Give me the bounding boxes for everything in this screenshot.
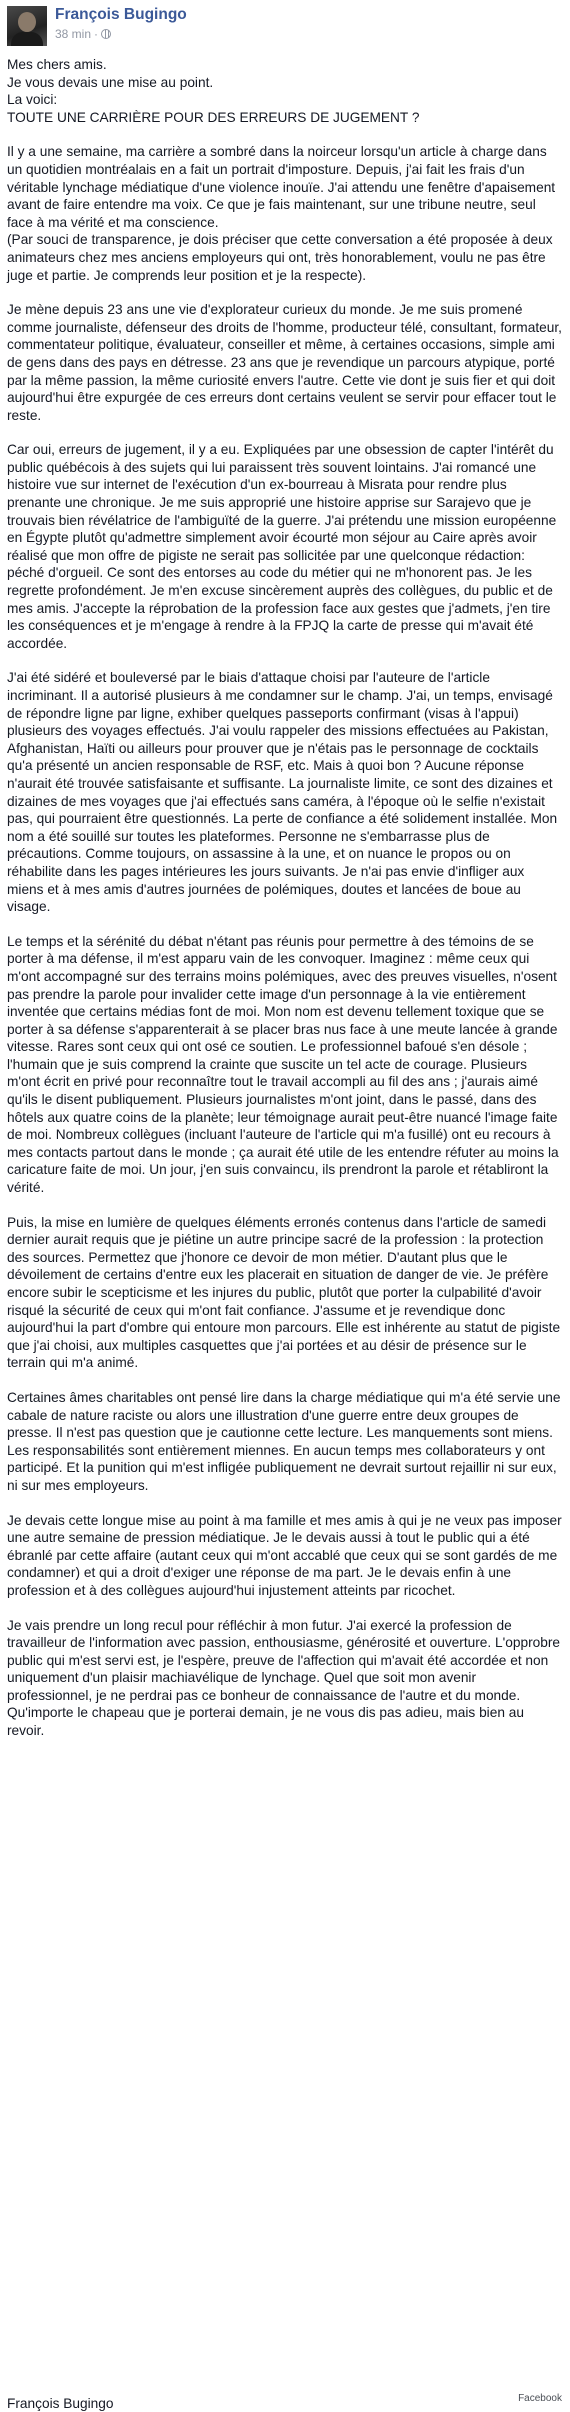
post-body	[7, 56, 563, 1757]
globe-icon[interactable]	[101, 29, 111, 39]
author-name[interactable]: François Bugingo	[55, 6, 187, 23]
post-paragraph: Puis, la mise en lumière de quelques éléments erronés contenus dans l'article de samedi dernier aurait requis que je piétine un autre principe sacré de la profession : la protection des sources. Permettez que j'honore ce devoir de mon métier. D'autant plus que le dévoilement de certains d'entre eux les placerait en situation de danger de vie. Je préfère encore subir le scepticisme et les injures du public, plutôt que porter la culpabilité d'avoir risqué la sécurité de ceux qui m'ont fait confiance. J'assume et je revendique donc aujourd'hui la part d'ombre qui entoure mon parcours. Elle est inhérente au statut de pigiste que j'ai choisi, aux multiples casquettes que j'ai portées et au désir de présence sur le terrain qui m'a animé.	[7, 1214, 561, 1371]
post-paragraph: (Par souci de transparence, je dois préciser que cette conversation a été proposée à deux animateurs chez mes anciens employeurs qui ont, très honorablement, voulu ne pas être juge et partie. Je comprends leur position et je la respecte).	[7, 232, 553, 283]
post-timestamp[interactable]: 38 min	[55, 27, 92, 41]
post-paragraph: Il y a une semaine, ma carrière a sombré dans la noirceur lorsqu'un article à charge dans un quotidien montréalais en a fait un portrait d'imposture. Depuis, j'ai fait les frais d'un véritable lynchage médiatique d'une violence inouïe. J'ai attendu une fenêtre d'apaisement avant de faire entendre ma voix. Ce que je fais maintenant, sur une tribune neutre, seul face à ma vérité et ma conscience.	[7, 144, 556, 230]
avatar[interactable]	[7, 6, 47, 46]
post-paragraph: Le temps et la sérénité du débat n'étant pas réunis pour permettre à des témoins de se porter à ma défense, il m'est apparu vain de les convoquer. Imaginez : même ceux qui m'ont accompagné sur des terrains moins polémiques, avec des preuves visuelles, n'osent pas prendre la parole pour invalider cette image d'un personnage à la vie entièrement inventée que certains médias font de moi. Mon nom est devenu tellement toxique que se porter à sa défense s'apparenterait à se placer bras nus face à une meute lancée à grande vitesse. Rares sont ceux qui ont osé ce soutien. Le professionnel bafoué s'en désole ; l'humain que je suis comprend la crainte que suscite un tel acte de courage. Plusieurs m'ont écrit en privé pour reconnaître tout le travail accompli au fil des ans ; j'aurais aimé qu'ils le disent publiquement. Plusieurs journalistes m'ont joint, dans le passé, dans des hôtels aux quatre coins de la planète; leur témoignage aurait peut-être nuancé l'image faite de moi. Nombreux collègues (incluant l'auteure de l'article qui m'a fusillé) ont eu recours à mes contacts partout dans le monde ; ça aurait été utile de les entendre réfuter au moins la caricature faite de moi. Un jour, j'en suis convaincu, ils prendront la parole et rétabliront la vérité.	[7, 933, 559, 1196]
post-paragraph: J'ai été sidéré et bouleversé par le biais d'attaque choisi par l'auteure de l'article incriminant. Il a autorisé plusieurs à me condamner sur le champ. J'ai, un temps, envisagé de répondre ligne par ligne, exhiber quelques passeports confirmant (visas à l'appui) plusieurs des voyages effectués. J'ai voulu rappeler des missions effectuées au Pakistan, Afghanistan, Haïti ou ailleurs pour prouver que je n'étais pas le personnage de cocktails qu'a présenté un ancien responsable de RSF, etc. Mais à quoi bon ? Aucune réponse n'aurait été trouvée satisfaisante et suffisante. La journaliste limite, ce sont des dizaines et dizaines de mes voyages que j'ai effectués sans caméra, à l'époque où le selfie n'existait pas, qui pourraient être questionnés. La perte de confiance a été solidement installée. Mon nom a été souillé sur toutes les plateformes. Personne ne s'embarrasse plus de précautions. Comme toujours, on assassine à la une, et on nuance le propos ou on réhabilite dans les pages intérieures les jours suivants. Je n'ai pas envie d'infliger aux miens et à mes amis d'autres journées de polémiques, doutes et lancées de boue au visage.	[7, 670, 558, 915]
post-title: TOUTE UNE CARRIÈRE POUR DES ERREURS DE JUGEMENT ?	[7, 109, 420, 125]
post-intro-line: Je vous devais une mise au point.	[7, 74, 214, 90]
post-meta	[55, 27, 111, 41]
post-signature: François Bugingo	[7, 2396, 114, 2411]
post-paragraph: Car oui, erreurs de jugement, il y a eu. Expliquées par une obsession de capter l'intérêt du public québécois à des sujets qui lui paraissent très souvent lointains. J'ai romancé une histoire vue sur internet de l'exécution d'un ex-bourreau à Misrata pour rendre plus prenante une chronique. Je me suis approprié une histoire apprise sur Sarajevo que je trouvais bien révélatrice de l'ambiguïté de la guerre. J'ai prétendu une mission européenne en Égypte plutôt qu'admettre simplement avoir écourté mon séjour au Caire après avoir réalisé que mon offre de pigiste ne serait pas sollicitée par une quelconque rédaction: péché d'orgueil. Ce sont des entorses au code du métier qui ne m'honorent pas. Je les regrette profondément. Je m'en excuse sincèrement auprès des collègues, du public et de mes amis. J'accepte la réprobation de la profession face aux gestes que j'admets, j'en tire les conséquences et je m'engage à rendre à la FPJQ la carte de presse qui m'avait été accordée.	[7, 442, 557, 651]
post-paragraph: Je mène depuis 23 ans une vie d'explorateur curieux du monde. Je me suis promené comme journaliste, défenseur des droits de l'homme, producteur télé, consultant, formateur, commentateur politique, évaluateur, conseiller et même, à certaines occasions, simple ami de gens dans des pays en détresse. 23 ans que je revendique un parcours atypique, porté par la même passion, la même curiosité envers l'autre. Cette vie dont je suis fier et qui doit aujourd'hui être expurgée de ces erreurs dont certains veulent se servir pour effacer tout le reste.	[7, 302, 562, 423]
post-greeting: Mes chers amis.	[7, 57, 107, 72]
post-header	[7, 6, 563, 46]
source-badge: Facebook	[518, 2393, 562, 2404]
meta-separator: ·	[94, 27, 99, 41]
post-intro-line: La voici:	[7, 92, 58, 108]
post-paragraph: Je devais cette longue mise au point à ma famille et mes amis à qui je ne veux pas imposer une autre semaine de pression médiatique. Je le devais aussi à tout le public qui a été ébranlé par cette affaire (autant ceux qui m'ont accablé que ceux qui se sont gardés de me condamner) et qui a droit d'exiger une réponse de ma part. Je le devais enfin à une profession et à des collègues aujourd'hui injustement atteints par ricochet.	[7, 1512, 562, 1598]
post-paragraph: Certaines âmes charitables ont pensé lire dans la charge médiatique qui m'a été servie une cabale de nature raciste ou alors une illustration d'une guerre entre deux groupes de presse. Il n'est pas question que je cautionne cette lecture. Les manquements sont miens. Les responsabilités sont entièrement miennes. En aucun temps mes collaborateurs y ont participé. Et la punition qui m'est infligée publiquement ne devrait surtout rejaillir ni sur eux, ni sur mes employeurs.	[7, 1389, 561, 1493]
post-paragraph: Je vais prendre un long recul pour réfléchir à mon futur. J'ai exercé la profession de travailleur de l'information avec passion, enthousiasme, générosité et ouverture. L'opprobre public qui m'est servi est, je l'espère, preuve de l'affection qui m'avait été accordée et non uniquement d'un plaisir machiavélique de lynchage. Quel que soit mon avenir professionnel, je ne perdrai pas ce bonheur de connaissance de l'autre et du monde. Qu'importe le chapeau que je porterai demain, je ne vous dis pas adieu, mais bien au revoir.	[7, 1617, 561, 1739]
